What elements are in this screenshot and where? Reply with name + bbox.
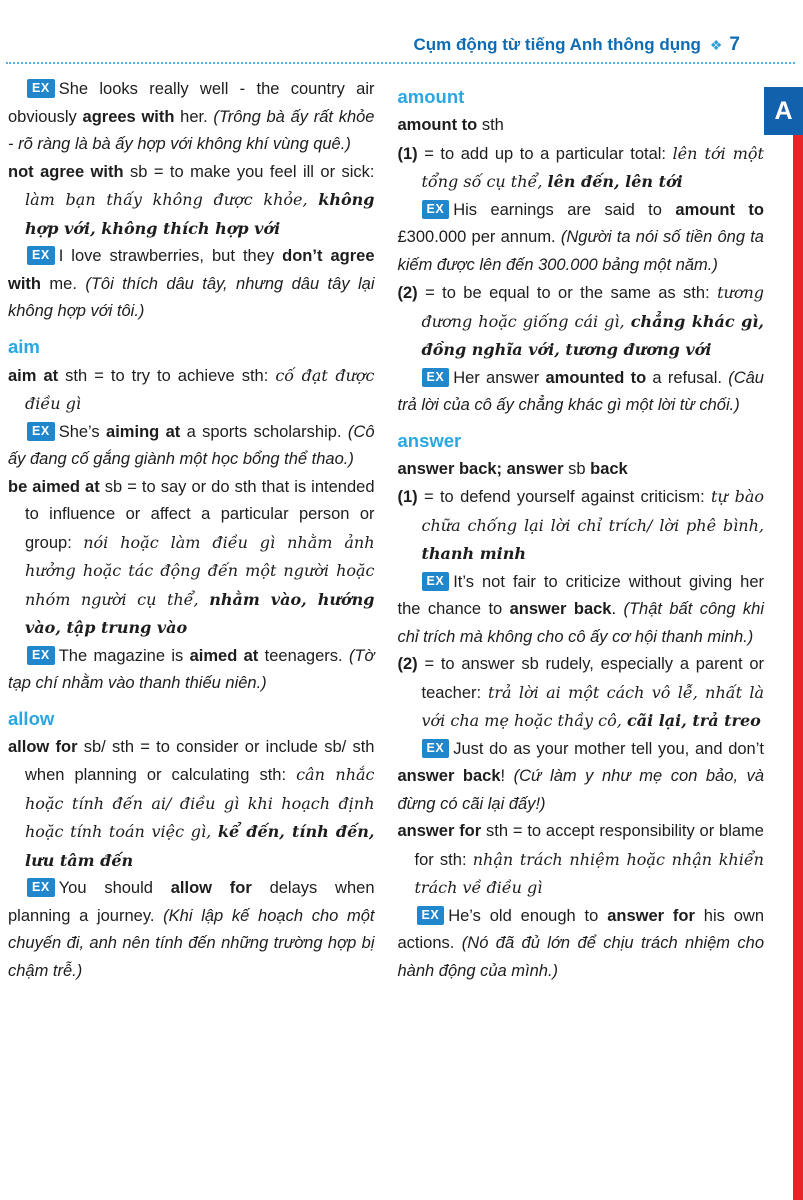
text-run: agrees with <box>82 107 175 126</box>
entry-paragraph <box>8 734 375 876</box>
text-run: = to answer sb rudely, especially a parent or teacher: <box>417 655 764 702</box>
text-run: (Thật bất công khi chỉ trích mà không cho cô ấy cơ hội thanh minh.) <box>397 600 764 646</box>
text-run: nói hoặc làm điều gì nhằm ảnh hưởng hoặc tác động đến một người hoặc nhóm người cụ thể, <box>25 532 375 609</box>
example-badge: EX <box>27 79 55 98</box>
text-run: tương đương hoặc giống cái gì, <box>421 283 764 331</box>
text-run: aim at <box>8 366 59 385</box>
text-run: not agree with <box>8 162 124 181</box>
text-run: lên đến, lên tới <box>547 172 683 191</box>
example-badge: EX <box>422 572 450 591</box>
text-run: (Cô ấy đang cố gắng giành một học bổng thể thao.) <box>8 422 375 468</box>
text-run: amount <box>397 86 465 107</box>
text-run: amount to <box>397 116 478 134</box>
header-title: Cụm động từ tiếng Anh thông dụng <box>413 35 701 54</box>
text-run: sb/ sth = to consider or include sb/ sth when planning or calculating sth: <box>25 737 375 784</box>
letter-tab-a: A <box>764 87 803 135</box>
text-run: Just do as your mother tell you, and don’t <box>453 739 764 758</box>
text-run: thanh minh <box>421 544 526 563</box>
text-run: cãi lại, trả treo <box>626 711 761 730</box>
text-run: tự bào chữa chống lại lời chỉ trích/ lời phê bình, <box>421 487 764 535</box>
text-run: (Tôi thích dâu tây, nhưng dâu tây lại không hợp với tôi.) <box>8 274 375 320</box>
example-paragraph <box>8 643 375 698</box>
text-run: (Câu trả lời của cô ấy chẳng khác gì một lời từ chối.) <box>397 368 764 414</box>
text-run: answer back <box>509 600 612 618</box>
text-run: Her answer <box>453 368 546 387</box>
example-paragraph <box>8 243 375 326</box>
text-run: (Trông bà ấy rất khỏe - rõ ràng là bà ấy hợp với không khí vùng quê.) <box>8 107 375 153</box>
text-run: His earnings are said to <box>453 200 676 219</box>
example-paragraph <box>398 365 765 420</box>
example-badge: EX <box>422 200 450 219</box>
example-badge: EX <box>422 368 450 387</box>
text-run: aimed at <box>189 646 259 665</box>
entry-paragraph <box>398 483 765 569</box>
example-paragraph <box>8 875 375 985</box>
text-run: lên tới một tổng số cụ thể, <box>421 143 764 191</box>
text-run: allow for <box>8 737 78 756</box>
text-run: ! <box>500 767 514 785</box>
text-run: kể đến, tính đến, lưu tâm đến <box>25 822 375 870</box>
text-run: không hợp với, không thích hợp với <box>25 190 375 238</box>
text-run: chẳng khác gì, đồng nghĩa với, tương đương với <box>421 311 764 359</box>
entry-paragraph <box>8 474 375 643</box>
text-run: (Tờ tạp chí nhằm vào thanh thiếu niên.) <box>8 646 375 692</box>
text-run: You should <box>58 879 171 897</box>
text-run: £300.000 per annum. <box>397 228 561 246</box>
entry-paragraph <box>8 362 375 419</box>
text-run: nhằm vào, hướng vào, tập trung vào <box>25 589 375 637</box>
page-header <box>0 34 740 56</box>
diamond-icon: ❖ <box>709 37 723 53</box>
entry-paragraph <box>398 140 765 197</box>
entry-paragraph <box>398 651 765 736</box>
text-run: The magazine is <box>58 646 190 665</box>
text-run: sth <box>477 116 504 134</box>
text-run: her. <box>174 107 214 126</box>
example-paragraph <box>398 197 765 280</box>
example-paragraph <box>398 736 765 819</box>
entry-heading <box>8 705 375 732</box>
text-run: sth = to accept responsibility or blame for sth: <box>414 822 764 869</box>
example-paragraph <box>8 419 375 474</box>
text-run: I love strawberries, but they <box>58 247 283 265</box>
text-run: his own actions. <box>397 906 765 952</box>
text-run: It’s not fair to criticize without giving her the chance to <box>397 572 764 618</box>
text-run: aiming at <box>106 422 181 441</box>
right-column <box>398 76 765 985</box>
example-paragraph <box>8 76 375 159</box>
red-edge-bar <box>793 94 803 1200</box>
text-run: be aimed at <box>8 477 100 496</box>
text-run: (2) <box>397 284 418 302</box>
text-run: a refusal. <box>646 368 729 387</box>
text-run: answer for <box>607 906 695 925</box>
text-run: delays when planning a journey. <box>8 879 375 925</box>
entry-paragraph <box>398 818 765 903</box>
text-run: (Khi lập kế hoạch cho một chuyến đi, anh nên tính đến những trường hợp bị chậm trễ.) <box>8 906 375 980</box>
text-run: answer back <box>397 767 501 785</box>
entry-paragraph <box>8 159 375 244</box>
text-run: answer <box>397 429 462 451</box>
text-run: aim <box>8 335 40 357</box>
text-run: . <box>611 600 624 618</box>
text-run: back <box>590 459 628 478</box>
example-badge: EX <box>417 906 445 925</box>
text-run: me. <box>41 274 86 293</box>
text-run: cố đạt được điều gì <box>25 365 375 413</box>
example-badge: EX <box>27 878 55 897</box>
text-run: làm bạn thấy không được khỏe, <box>25 190 319 209</box>
text-run: He’s old enough to <box>448 906 608 925</box>
text-run: = to be equal to or the same as sth: <box>417 284 718 302</box>
text-run: trả lời ai một cách vô lễ, nhất là với cha mẹ hoặc thầy cô, <box>421 682 764 730</box>
text-run: answer for <box>397 822 482 840</box>
text-run: sb = to say or do sth that is intended to influence or affect a particular person or group: <box>25 477 375 552</box>
page-number: 7 <box>729 34 740 55</box>
text-run: She looks really well - the country air obviously <box>8 80 375 126</box>
text-run: sb <box>563 459 591 478</box>
entry-heading <box>398 427 765 454</box>
entry-paragraph <box>398 279 765 365</box>
example-badge: EX <box>422 739 450 758</box>
entry-heading <box>8 333 375 360</box>
header-dotted-rule <box>6 62 795 64</box>
text-run: a sports scholarship. <box>180 422 348 441</box>
text-run: allow for <box>170 879 252 897</box>
example-paragraph <box>398 903 765 986</box>
text-run: allow <box>8 707 55 729</box>
entry-paragraph <box>398 456 765 484</box>
text-run: cân nhắc hoặc tính đến ai/ điều gì khi hoạch định hoặc tính toán việc gì, <box>25 765 375 841</box>
text-run: = to add up to a particular total: <box>417 144 673 163</box>
text-run: (1) <box>397 144 418 163</box>
text-run: nhận trách nhiệm hoặc nhận khiển trách về điều gì <box>414 849 764 897</box>
entry-paragraph <box>398 112 765 140</box>
text-run: (1) <box>397 488 418 506</box>
left-column <box>8 76 375 985</box>
text-run: sth = to try to achieve sth: <box>58 366 276 385</box>
example-badge: EX <box>27 246 55 265</box>
text-run: don’t agree with <box>8 247 375 293</box>
text-run: sb = to make you feel ill or sick: <box>123 162 375 181</box>
text-run: teenagers. <box>258 646 349 665</box>
content-columns <box>8 76 764 985</box>
text-run: = to defend yourself against criticism: <box>417 488 712 506</box>
text-run: amounted to <box>545 368 647 387</box>
example-badge: EX <box>27 422 55 441</box>
entry-heading <box>398 83 765 110</box>
text-run: amount to <box>675 200 764 219</box>
text-run: She’s <box>58 422 107 441</box>
text-run: (Người ta nói số tiền ông ta kiếm được lên đến 300.000 bảng một năm.) <box>397 228 764 274</box>
example-badge: EX <box>27 646 55 665</box>
text-run: answer back; answer <box>397 459 564 478</box>
text-run: (Nó đã đủ lớn để chịu trách nhiệm cho hành động của mình.) <box>397 934 764 980</box>
example-paragraph <box>398 569 765 652</box>
text-run: (2) <box>397 655 418 673</box>
text-run: (Cứ làm y như mẹ con bảo, và đừng có cãi lại đấy!) <box>397 767 764 813</box>
